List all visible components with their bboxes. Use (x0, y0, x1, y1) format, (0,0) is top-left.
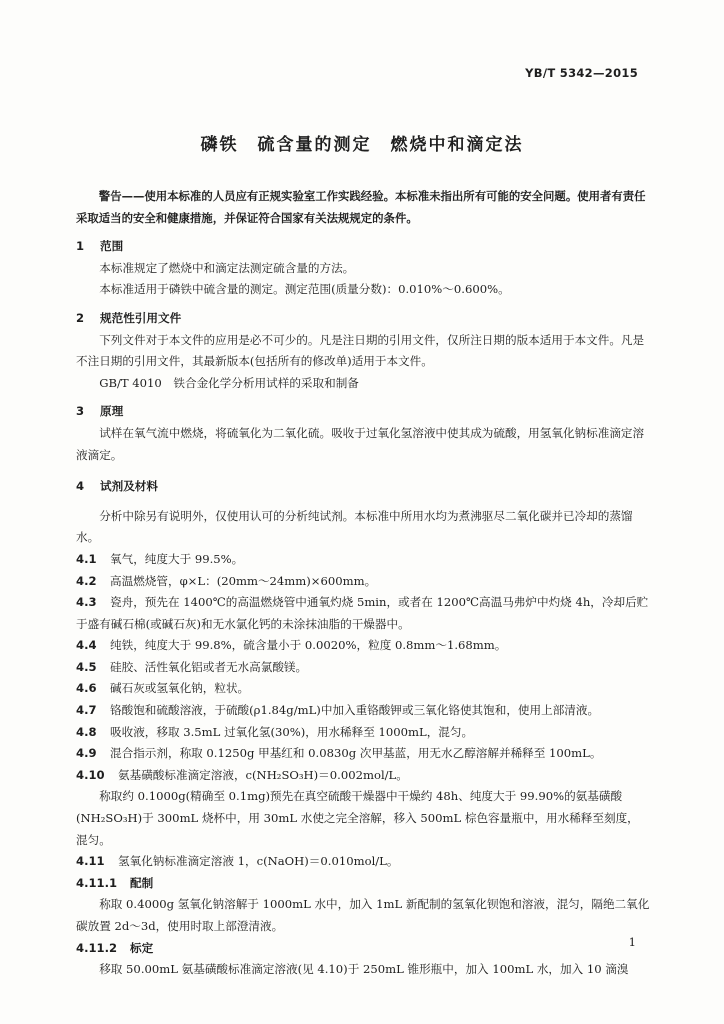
standard-number: YB/T 5342—2015 (525, 66, 638, 80)
clause-item: 4.10 氨基磺酸标准滴定溶液，c(NH₂SO₃H)＝0.002mol/L。 (76, 767, 408, 782)
paragraph: 试样在氧气流中燃烧，将硫氧化为二氧化硫。吸收于过氧化氢溶液中使其成为硫酸，用氢氧化钠标准滴定溶液滴定。 (76, 425, 645, 462)
section-heading: 4 试剂及材料 (76, 479, 158, 494)
clause-item: 4.9 混合指示剂，称取 0.1250g 甲基红和 0.0830g 次甲基蓝，用无水乙醇溶解并稀释至 100mL。 (76, 746, 602, 761)
clause-item: 4.8 吸收液，移取 3.5mL 过氧化氢(30%)，用水稀释至 1000mL，混匀。 (76, 724, 474, 739)
paragraph: 下列文件对于本文件的应用是必不可少的。凡是注日期的引用文件，仅所注日期的版本适用于本文件。凡是不注日期的引用文件，其最新版本(包括所有的修改单)适用于本文件。 (76, 332, 645, 369)
clause-item: 4.1 氧气，纯度大于 99.5%。 (76, 551, 244, 566)
paragraph: 移取 50.00mL 氨基磺酸标准滴定溶液(见 4.10)于 250mL 锥形瓶中，加入 100mL 水，加入 10 滴溴 (99, 962, 629, 977)
clause-item: 4.7 铬酸饱和硫酸溶液，于硫酸(ρ1.84g/mL)中加入重铬酸钾或三氧化铬使其饱和，使用上部清液。 (76, 703, 600, 718)
document-title: 磷铁 硫含量的测定 燃烧中和滴定法 (200, 135, 524, 155)
warning-paragraph: 警告——使用本标准的人员应有正规实验室工作实践经验。本标准未指出所有可能的安全问题。使用者有责任采取适当的安全和健康措施，并保证符合国家有关法规规定的条件。 (76, 189, 646, 225)
clause-item: 4.11 氢氧化钠标准滴定溶液 1，c(NaOH)＝0.010mol/L。 (76, 854, 399, 869)
document-body (76, 186, 650, 981)
paragraph: 本标准适用于磷铁中硫含量的测定。测定范围(质量分数)：0.010%～0.600%。 (99, 282, 510, 297)
section-heading: 1 范围 (76, 239, 124, 254)
reference-item: GB/T 4010 铁合金化学分析用试样的采取和制备 (99, 375, 359, 390)
clause-item: 4.6 碱石灰或氢氧化钠，粒状。 (76, 681, 250, 696)
clause-item: 4.2 高温燃烧管，φ×L：(20mm～24mm)×600mm。 (76, 573, 377, 588)
clause-item: 4.4 纯铁，纯度大于 99.8%，硫含量小于 0.0020%，粒度 0.8mm～1.68mm。 (76, 638, 507, 653)
paragraph: 称取约 0.1000g(精确至 0.1mg)预先在真空硫酸干燥器中干燥约 48h、纯度大于 99.90%的氨基磺酸(NH₂SO₃H)于 300mL 烧杯中，用 30mL 水使之完全溶解，移入 500mL 棕色容量瓶中，用水稀释至刻度，混匀。 (76, 789, 639, 847)
subclause-heading: 4.11.1 配制 (76, 875, 154, 890)
clause-item: 4.5 硅胶、活性氧化铝或者无水高氯酸镁。 (76, 659, 308, 674)
page-number: 1 (628, 935, 636, 949)
paragraph: 称取 0.4000g 氢氧化钠溶解于 1000mL 水中，加入 1mL 新配制的氢氧化钡饱和溶液，混匀，隔绝二氧化碳放置 2d～3d，使用时取上部澄清液。 (76, 897, 650, 933)
section-heading: 2 规范性引用文件 (76, 310, 182, 325)
section-heading: 3 原理 (76, 404, 124, 419)
subclause-heading: 4.11.2 标定 (76, 940, 154, 955)
paragraph: 分析中除另有说明外，仅使用认可的分析纯试剂。本标准中所用水均为煮沸驱尽二氧化碳并已冷却的蒸馏水。 (76, 508, 633, 545)
clause-item: 4.3 瓷舟，预先在 1400℃的高温燃烧管中通氧灼烧 5min，或者在 1200℃高温马弗炉中灼烧 4h，冷却后贮于盛有碱石棉(或碱石灰)和无水氯化钙的未涂抹油脂的干燥器中。 (76, 595, 649, 631)
paragraph: 本标准规定了燃烧中和滴定法测定硫含量的方法。 (99, 260, 355, 275)
